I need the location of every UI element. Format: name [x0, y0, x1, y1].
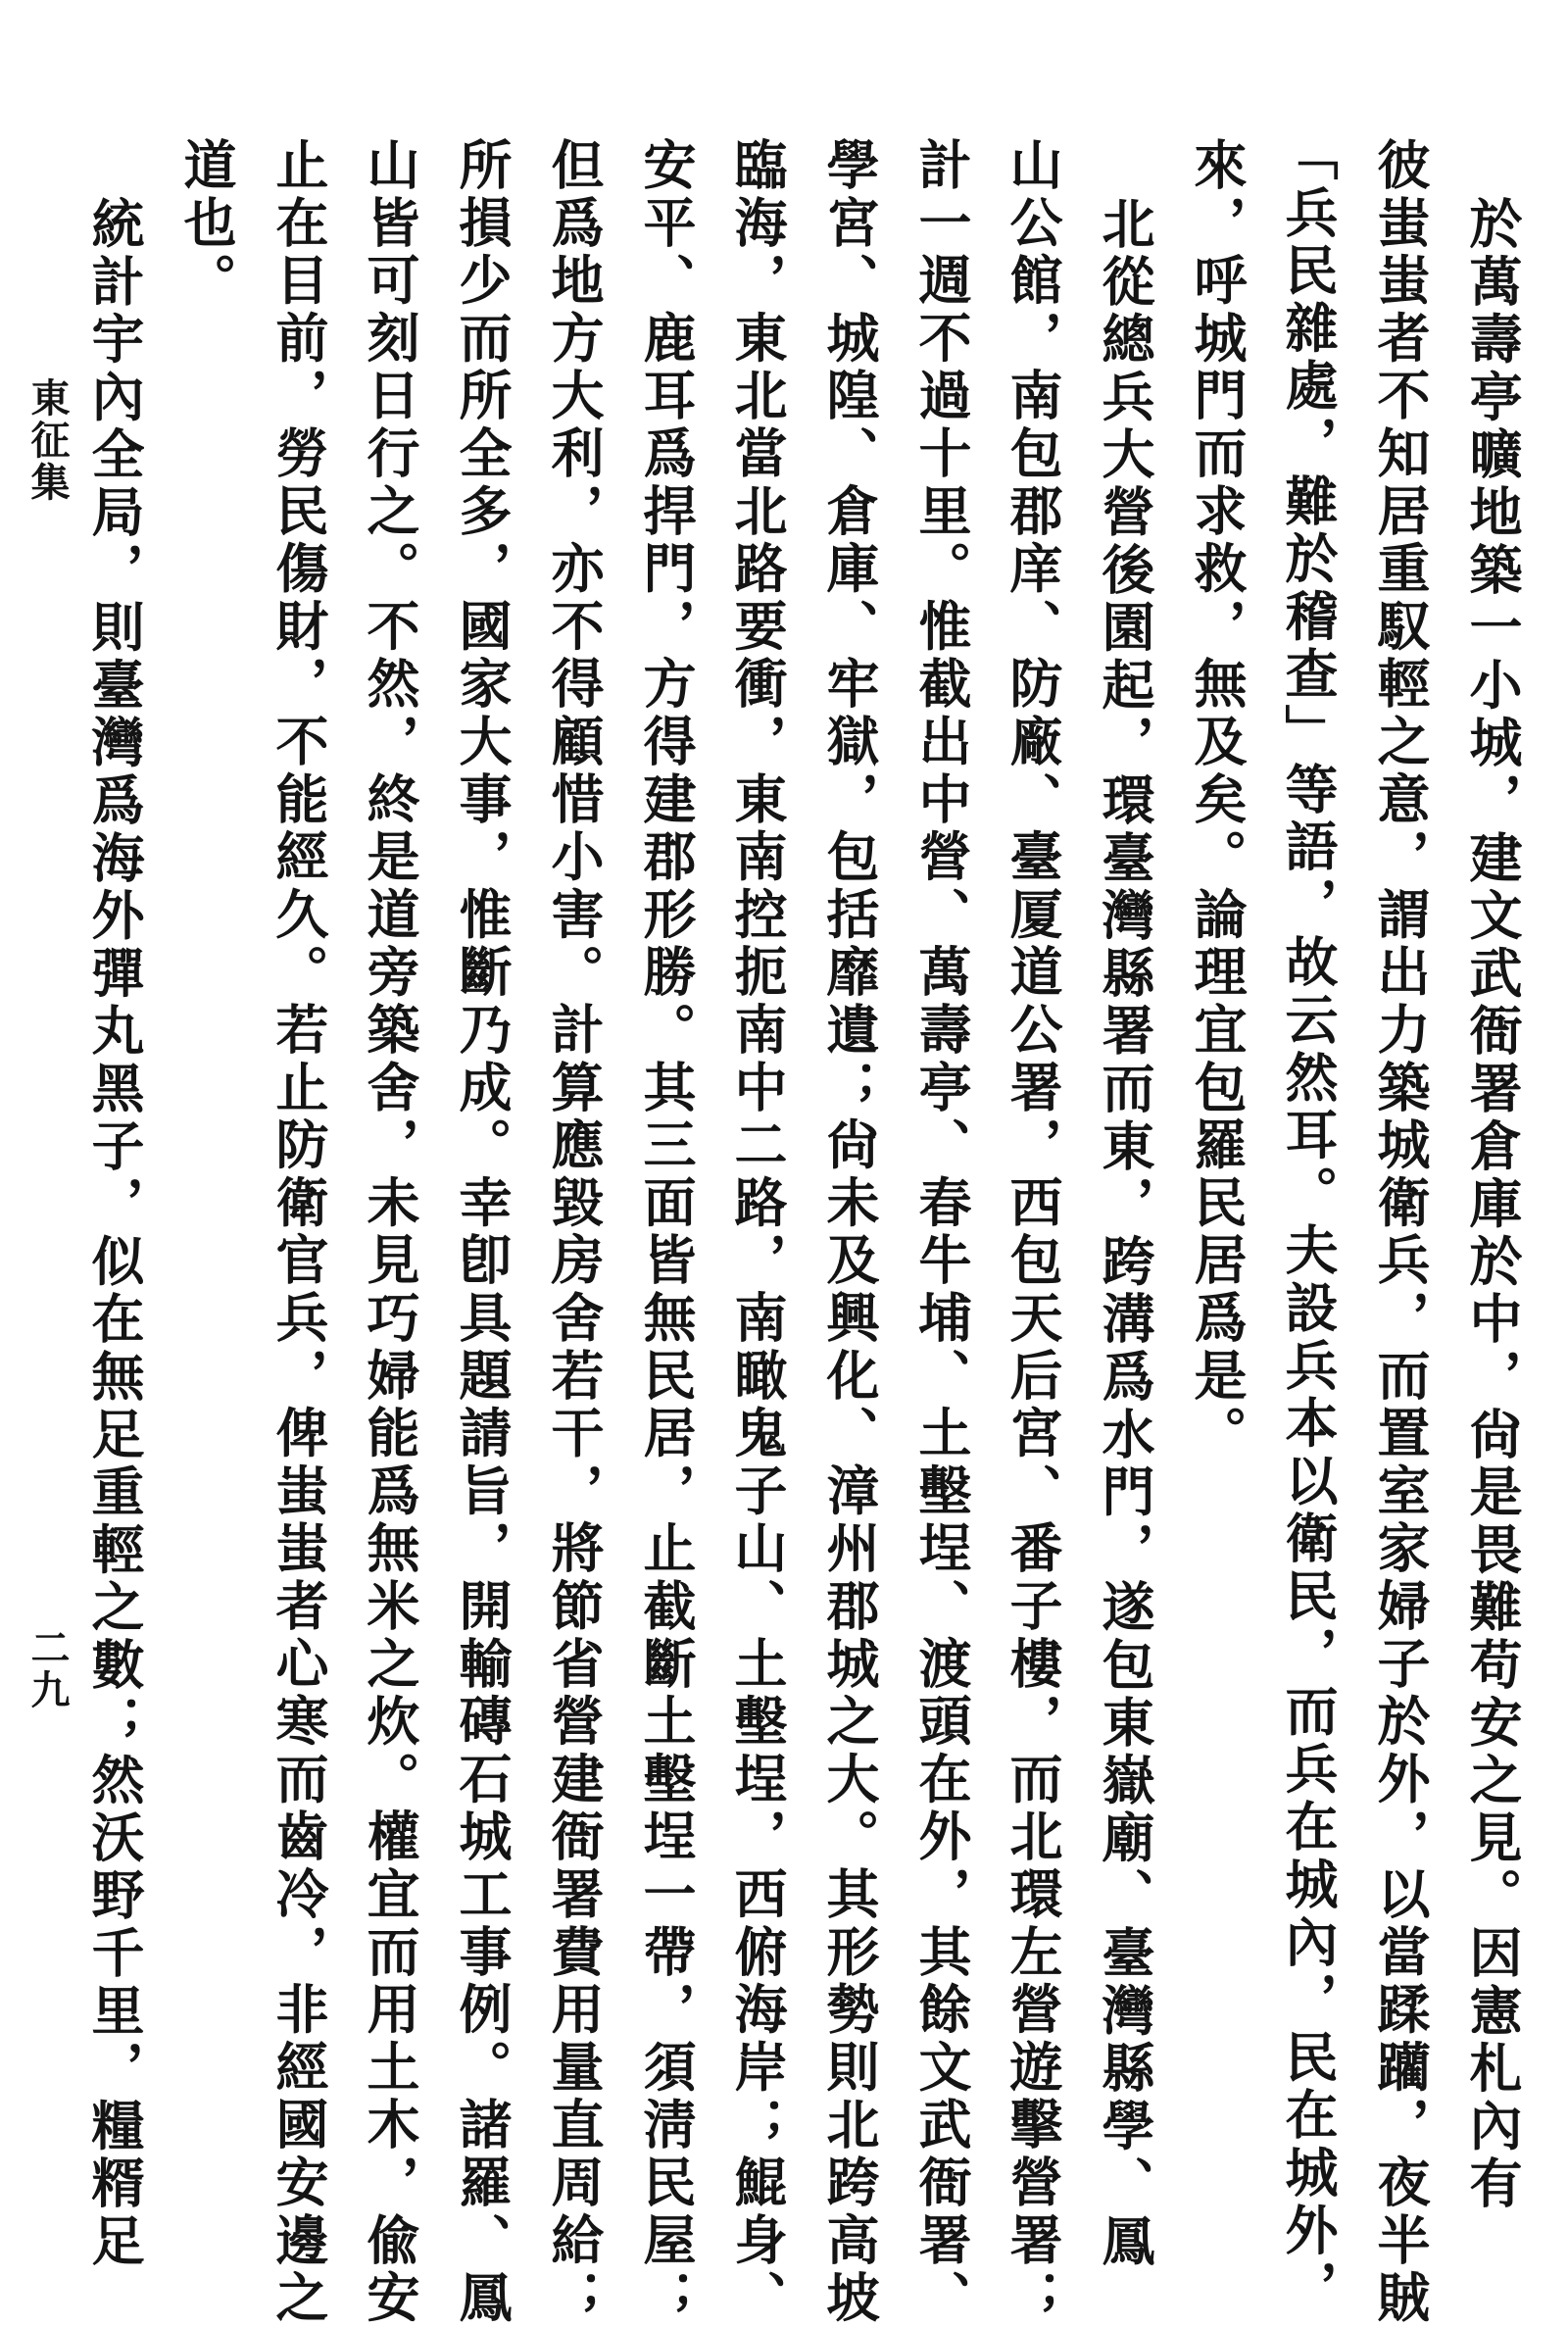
text-column-8: 學宮、城隍、倉庫、牢獄，包括靡遺；尙未及興化、漳州郡城之大。其形勢則北跨高坡: [818, 137, 881, 2327]
page-number: 二九: [24, 1627, 71, 1711]
text-column-5: 北從總兵大營後園起，環臺灣縣署而東，跨溝爲水門，遂包東嶽廟、臺灣縣學、鳳: [1094, 196, 1156, 2271]
text-column-9: 臨海，東北當北路要衝，東南控扼南中二路，南瞰鬼子山、土墼埕，西俯海岸；鯤身、: [726, 137, 789, 2327]
text-column-13: 山皆可刻日行之。不然，終是道旁築舍，未見巧婦能爲無米之炊。權宜而用土木，偸安: [359, 137, 421, 2327]
text-column-1: 於萬壽亭曠地築一小城，建文武衙署倉庫於中，尙是畏難苟安之見。因憲札內有: [1461, 196, 1524, 2213]
text-column-10: 安平、鹿耳爲捍門，方得建郡形勝。其三面皆無民居，止截斷土墼埕一帶，須淸民屋；: [635, 137, 698, 2327]
text-column-12: 所損少而所全多，國家大事，惟斷乃成。幸卽具題請旨，開輸磚石城工事例。諸羅、鳳: [451, 137, 514, 2327]
text-column-2: 彼蚩蚩者不知居重馭輕之意，謂出力築城衛兵，而置室家婦子於外，以當蹂躪，夜半賊: [1369, 137, 1432, 2327]
text-column-16: 統計宇內全局，則臺灣爲海外彈丸黑子，似在無足重輕之數；然沃野千里，糧糈足: [83, 196, 146, 2271]
text-column-3: 「兵民雜處，難於稽查」等語，故云然耳。夫設兵本以衛民，而兵在城內，民在城外，: [1277, 127, 1340, 2318]
book-title: 東征集: [24, 377, 71, 504]
text-column-11: 但爲地方大利，亦不得顧惜小害。計算應毀房舍若干，將節省營建衙署費用量直周給；: [543, 137, 606, 2327]
text-column-14: 止在目前，勞民傷財，不能經久。若止防衛官兵，俾蚩蚩者心寒而齒冷，非經國安邊之: [268, 137, 330, 2327]
text-column-7: 計一週不過十里。惟截出中營、萬壽亭、春牛埔、土墼埕、渡頭在外，其餘文武衙署、: [910, 137, 973, 2327]
text-column-4: 來，呼城門而求救，無及矣。論理宜包羅民居爲是。: [1186, 137, 1249, 1463]
text-column-6: 山公館，南包郡庠、防廠、臺厦道公署，西包天后宮、番子樓，而北環左營遊擊營署；: [1002, 137, 1064, 2327]
text-column-15: 道也。: [175, 137, 238, 311]
